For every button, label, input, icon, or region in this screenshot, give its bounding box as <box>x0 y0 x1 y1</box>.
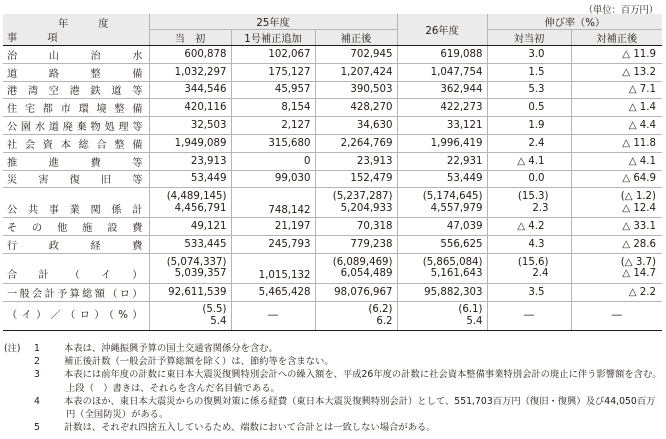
cell-supp: 245,793 <box>231 236 315 254</box>
cell-initial: 49,121 <box>149 218 231 236</box>
table-row <box>3 99 662 117</box>
cell-initial: 92,611,539 <box>149 283 231 301</box>
cell-supp: 2,127 <box>231 117 315 135</box>
cell-initial <box>149 253 231 283</box>
cell-after: 1,207,424 <box>315 63 397 81</box>
cell-after <box>315 253 397 283</box>
cell-fy26: 47,039 <box>397 218 487 236</box>
row-name: 社会資本総合整備 <box>3 134 149 152</box>
cell-fy26: 619,088 <box>397 46 487 64</box>
cell-initial-lower: 5.4 <box>210 315 227 327</box>
table-row <box>3 117 662 135</box>
cell-r1: 0.0 <box>487 170 571 188</box>
note-item <box>4 395 664 408</box>
note-text: 本表には前年度の計数に東日本大震災復興特別会計への繰入額を、平成26年度の計数に社会資本整備事業特別会計の廃止に伴う影響額を含む。 <box>64 369 662 381</box>
header-initial: 当 初 <box>149 30 231 46</box>
cell-fy26-lower: 5,161,643 <box>430 268 483 280</box>
cell-r1: 3.5 <box>487 283 571 301</box>
cell-r1: △ 4.2 <box>487 218 571 236</box>
note-number: 4 <box>34 395 40 407</box>
cell-fy26-lower: 4,557,979 <box>430 202 483 214</box>
cell-after-upper: (5,237,287) <box>332 191 393 203</box>
cell-initial-lower: 5,039,357 <box>174 268 227 280</box>
cell-r2-upper: (△ 1.2) <box>620 191 657 203</box>
table-row <box>3 46 662 64</box>
cell-r1: 0.5 <box>487 99 571 117</box>
note-text: 本表のほか、東日本大震災からの復興対策に係る経費（東日本大震災復興特別会計）として、551,703百万円（復旧・復興）及び44,050百万 <box>64 395 656 407</box>
cell-after-lower: 5,204,933 <box>340 202 393 214</box>
header-fy25: 25年度 <box>149 14 397 30</box>
row-name: 治山治水 <box>3 46 149 64</box>
header-jiko: 事 項 <box>7 33 68 44</box>
row-name: （イ）／（ロ）（%） <box>3 301 149 330</box>
cell-fy26: 556,625 <box>397 236 487 254</box>
cell-fy26: 1,047,754 <box>397 63 487 81</box>
header-row-1 <box>3 14 662 30</box>
row-name: 行政経費 <box>3 236 149 254</box>
cell-r1: △ 4.1 <box>487 152 571 170</box>
cell-initial: 1,032,297 <box>149 63 231 81</box>
cell-r1-lower: 2.3 <box>532 202 549 214</box>
note-number: 3 <box>34 369 40 381</box>
cell-r1: 4.3 <box>487 236 571 254</box>
cell-fy26: 1,996,419 <box>397 134 487 152</box>
cell-r1: ― <box>487 301 571 330</box>
cell-after: 152,479 <box>315 170 397 188</box>
cell-supp: 102,067 <box>231 46 315 64</box>
cell-after <box>315 188 397 218</box>
cell-fy26 <box>397 301 487 330</box>
note-item <box>4 342 664 355</box>
cell-r2-lower: △ 14.7 <box>622 268 657 280</box>
note-text: 補正後計数（一般会計予算総額を除く）は、節約等を含まない。 <box>64 356 334 368</box>
cell-after: 2,264,769 <box>315 134 397 152</box>
cell-initial: 600,878 <box>149 46 231 64</box>
cell-supp: 1,015,132 <box>231 253 315 283</box>
cell-after-lower: 6,054,489 <box>340 268 393 280</box>
cell-r1: 1.9 <box>487 117 571 135</box>
cell-supp: 5,465,428 <box>231 283 315 301</box>
table-row <box>3 218 662 236</box>
note-text: 本表は、沖縄振興予算の国土交通省関係分を含む。 <box>64 343 278 354</box>
header-supplement: 1号補正追加 <box>231 30 315 46</box>
row-name: 災害復旧等 <box>3 170 149 188</box>
cell-r1-upper: (15.6) <box>517 256 549 268</box>
note-text: 計数は、それぞれ四捨五入しているため、端数において合計とは一致しない場合がある。 <box>64 422 436 434</box>
cell-supp: 0 <box>231 152 315 170</box>
table-row <box>3 236 662 254</box>
cell-after-upper: (6,089,469) <box>332 256 393 268</box>
cell-r1 <box>487 188 571 218</box>
cell-after: 428,270 <box>315 99 397 117</box>
note-number: 1 <box>34 343 40 354</box>
cell-fy26: 422,273 <box>397 99 487 117</box>
row-grand-total <box>3 253 662 283</box>
notes-section <box>4 342 664 434</box>
note-item <box>4 421 664 434</box>
cell-after: 702,945 <box>315 46 397 64</box>
table-row <box>3 170 662 188</box>
cell-after-upper: (6.2) <box>368 304 393 316</box>
cell-r2 <box>571 253 662 283</box>
cell-r2-upper: (△ 3.7) <box>620 256 657 268</box>
note-continuation: 上段（ ）書きは、それらを含んだ名目値である。 <box>66 382 280 394</box>
row-name: 道路整備 <box>3 63 149 81</box>
cell-initial <box>149 188 231 218</box>
cell-r2 <box>571 188 662 218</box>
cell-initial <box>149 301 231 330</box>
cell-r2: △ 2.2 <box>571 283 662 301</box>
note-number: 2 <box>34 356 40 368</box>
cell-r1 <box>487 253 571 283</box>
unit-label: （単位：百万円） <box>583 5 658 16</box>
cell-fy26 <box>397 253 487 283</box>
budget-table <box>3 14 662 331</box>
cell-fy26: 53,449 <box>397 170 487 188</box>
cell-after: 98,076,967 <box>315 283 397 301</box>
cell-r2: △ 13.2 <box>571 63 662 81</box>
cell-r2: ― <box>571 301 662 330</box>
cell-after: 70,318 <box>315 218 397 236</box>
cell-r2: △ 11.8 <box>571 134 662 152</box>
cell-supp: 8,154 <box>231 99 315 117</box>
note-continuation: 円（全国防災）がある。 <box>66 409 169 421</box>
cell-after: 390,503 <box>315 81 397 99</box>
cell-after <box>315 301 397 330</box>
row-name: 一般会計予算総額（ロ） <box>3 283 149 301</box>
cell-supp: 315,680 <box>231 134 315 152</box>
notes-label: (注) <box>4 343 21 354</box>
cell-r1: 2.4 <box>487 134 571 152</box>
cell-r2: △ 1.4 <box>571 99 662 117</box>
cell-r2: △ 4.1 <box>571 152 662 170</box>
cell-initial-lower: 4,456,791 <box>174 202 227 214</box>
header-nendo: 年 度 <box>57 19 119 30</box>
cell-supp: 45,957 <box>231 81 315 99</box>
cell-r2: △ 4.4 <box>571 117 662 135</box>
row-name: 港湾空港鉄道等 <box>3 81 149 99</box>
row-ratio <box>3 301 662 330</box>
cell-r2: △ 33.1 <box>571 218 662 236</box>
row-name: 推進費等 <box>3 152 149 170</box>
cell-initial: 533,445 <box>149 236 231 254</box>
cell-initial: 23,913 <box>149 152 231 170</box>
row-name: 公園水道廃棄物処理等 <box>3 117 149 135</box>
cell-r1: 1.5 <box>487 63 571 81</box>
cell-supp: 99,030 <box>231 170 315 188</box>
note-number: 5 <box>34 422 40 434</box>
cell-r1: 5.3 <box>487 81 571 99</box>
cell-r1-upper: (15.3) <box>517 191 549 203</box>
header-vs-initial: 対当初 <box>487 30 571 46</box>
cell-fy26: 22,931 <box>397 152 487 170</box>
cell-r2: △ 64.9 <box>571 170 662 188</box>
table-row <box>3 152 662 170</box>
note-item <box>4 368 664 381</box>
cell-r2-lower: △ 12.4 <box>622 202 657 214</box>
cell-r1-lower: 2.4 <box>532 268 549 280</box>
row-name: 公共事業関係計 <box>3 188 149 218</box>
cell-initial-upper: (5,074,337) <box>166 256 227 268</box>
cell-after: 779,238 <box>315 236 397 254</box>
cell-r2: △ 11.9 <box>571 46 662 64</box>
header-vs-after: 対補正後 <box>571 30 662 46</box>
header-fy26: 26年度 <box>397 14 487 46</box>
cell-initial: 53,449 <box>149 170 231 188</box>
row-name: 住宅都市環境整備 <box>3 99 149 117</box>
table-row <box>3 134 662 152</box>
cell-fy26-upper: (6.1) <box>458 304 483 316</box>
note-item <box>4 355 664 368</box>
cell-initial-upper: (4,489,145) <box>166 191 227 203</box>
cell-fy26: 362,944 <box>397 81 487 99</box>
row-name: その他施設費 <box>3 218 149 236</box>
row-name: 合計（イ） <box>3 253 149 283</box>
cell-after: 34,630 <box>315 117 397 135</box>
header-rate: 伸び率（%） <box>487 14 662 30</box>
table-row <box>3 81 662 99</box>
corner-header <box>3 14 149 46</box>
cell-fy26-upper: (5,865,084) <box>422 256 483 268</box>
cell-r2: △ 28.6 <box>571 236 662 254</box>
cell-r1: 3.0 <box>487 46 571 64</box>
row-general-account <box>3 283 662 301</box>
cell-r2: △ 7.1 <box>571 81 662 99</box>
row-public-works-total <box>3 188 662 218</box>
cell-initial: 32,503 <box>149 117 231 135</box>
cell-fy26: 95,882,303 <box>397 283 487 301</box>
cell-initial: 344,546 <box>149 81 231 99</box>
cell-initial: 1,949,089 <box>149 134 231 152</box>
header-after-supp: 補正後 <box>315 30 397 46</box>
cell-supp: 175,127 <box>231 63 315 81</box>
cell-after: 23,913 <box>315 152 397 170</box>
cell-fy26 <box>397 188 487 218</box>
cell-fy26-upper: (5,174,645) <box>422 191 483 203</box>
cell-supp: 21,197 <box>231 218 315 236</box>
cell-initial: 420,116 <box>149 99 231 117</box>
cell-supp: 748,142 <box>231 188 315 218</box>
table-row <box>3 63 662 81</box>
cell-initial-upper: (5.5) <box>202 304 227 316</box>
cell-supp: ― <box>231 301 315 330</box>
cell-fy26: 33,121 <box>397 117 487 135</box>
cell-fy26-lower: 5.4 <box>466 315 483 327</box>
cell-after-lower: 6.2 <box>376 315 393 327</box>
